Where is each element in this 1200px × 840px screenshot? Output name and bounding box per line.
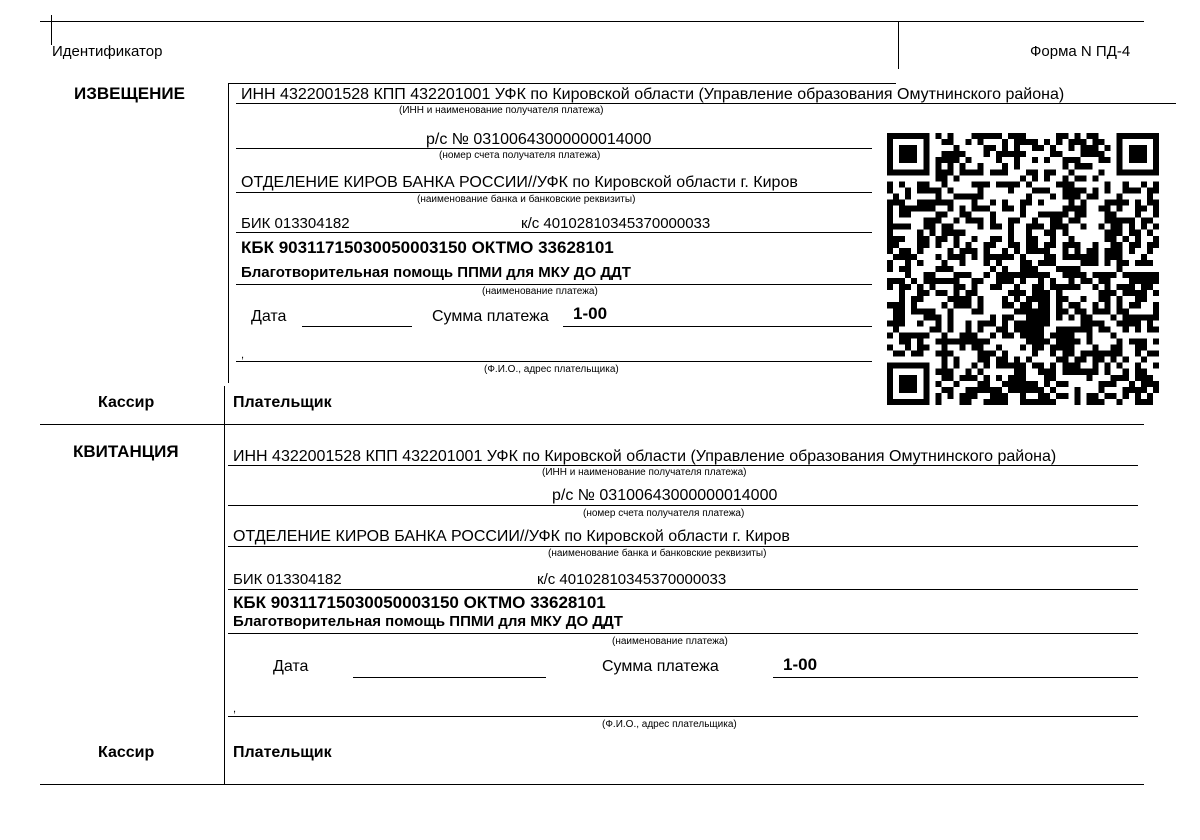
receipt-account-caption: (номер счета получателя платежа) xyxy=(583,508,745,519)
notice-bank: ОТДЕЛЕНИЕ КИРОВ БАНКА РОССИИ//УФК по Кировской области г. Киров xyxy=(241,174,798,191)
qr-code-icon xyxy=(887,131,1159,407)
receipt-recipient-line xyxy=(228,465,1138,466)
notice-amount-label: Сумма платежа xyxy=(432,308,549,325)
receipt-title: КВИТАНЦИЯ xyxy=(73,442,179,461)
receipt-bank: ОТДЕЛЕНИЕ КИРОВ БАНКА РОССИИ//УФК по Кировской области г. Киров xyxy=(233,528,790,545)
notice-payer-value: , xyxy=(241,349,245,361)
notice-date-field[interactable] xyxy=(302,326,412,327)
notice-purpose-line xyxy=(236,284,872,285)
notice-account-caption: (номер счета получателя платежа) xyxy=(439,150,601,161)
notice-payer-line[interactable] xyxy=(236,361,872,362)
notice-bank-line xyxy=(236,192,872,193)
receipt-payer-line[interactable] xyxy=(228,716,1138,717)
notice-amount-value: 1-00 xyxy=(573,304,608,323)
notice-recipient-line xyxy=(236,103,1176,104)
receipt-payer-value: , xyxy=(233,703,237,715)
notice-purpose-caption: (наименование платежа) xyxy=(482,286,598,297)
receipt-bank-line xyxy=(228,546,1138,547)
receipt-kbk: КБК 90311715030050003150 ОКТМО 33628101 xyxy=(233,593,606,612)
receipt-payer-label: Плательщик xyxy=(233,744,332,761)
receipt-payer-caption: (Ф.И.О., адрес плательщика) xyxy=(602,719,737,730)
receipt-account-line xyxy=(228,505,1138,506)
receipt-amount-label: Сумма платежа xyxy=(602,658,719,675)
header-divider xyxy=(898,21,899,69)
top-border xyxy=(40,21,1144,22)
receipt-purpose: Благотворительная помощь ППМИ для МКУ ДО ДДТ xyxy=(233,613,623,630)
notice-amount-line[interactable] xyxy=(563,326,872,327)
receipt-purpose-line xyxy=(228,633,1138,634)
bottom-border xyxy=(40,784,1144,785)
receipt-recipient-caption: (ИНН и наименование получателя платежа) xyxy=(542,467,747,478)
notice-account-line xyxy=(236,148,872,149)
form-label: Форма N ПД-4 xyxy=(1030,43,1131,60)
receipt-recipient: ИНН 4322001528 КПП 432201001 УФК по Кировской области (Управление образования Омутнинского района) xyxy=(233,448,1057,465)
notice-vertical-divider-lower xyxy=(224,386,225,424)
receipt-bank-caption: (наименование банка и банковские реквизиты) xyxy=(548,548,767,559)
header-bottom-line xyxy=(228,83,896,84)
notice-cashier-label: Кассир xyxy=(98,394,155,411)
receipt-bik-line xyxy=(228,589,1138,590)
notice-bank-caption: (наименование банка и банковские реквизиты) xyxy=(417,194,636,205)
receipt-purpose-caption: (наименование платежа) xyxy=(612,636,728,647)
notice-bik-line xyxy=(236,232,872,233)
receipt-bik: БИК 013304182 xyxy=(233,571,342,588)
receipt-vertical-divider xyxy=(224,424,225,784)
notice-bik: БИК 013304182 xyxy=(241,215,350,232)
notice-payer-caption: (Ф.И.О., адрес плательщика) xyxy=(484,364,619,375)
receipt-amount-value: 1-00 xyxy=(783,655,818,674)
receipt-account: р/с № 03100643000000014000 xyxy=(552,487,778,504)
notice-purpose: Благотворительная помощь ППМИ для МКУ ДО ДДТ xyxy=(241,264,631,281)
receipt-date-label: Дата xyxy=(273,658,309,675)
receipt-ks: к/с 40102810345370000033 xyxy=(537,571,727,588)
notice-ks: к/с 40102810345370000033 xyxy=(521,215,711,232)
section-separator xyxy=(40,424,1144,425)
receipt-cashier-label: Кассир xyxy=(98,744,155,761)
top-left-tick xyxy=(51,15,52,45)
notice-recipient: ИНН 4322001528 КПП 432201001 УФК по Кировской области (Управление образования Омутнинского района) xyxy=(241,86,1065,103)
notice-vertical-divider xyxy=(228,83,229,383)
notice-account: р/с № 03100643000000014000 xyxy=(426,131,652,148)
receipt-amount-line[interactable] xyxy=(773,677,1138,678)
notice-payer-label: Плательщик xyxy=(233,394,332,411)
notice-recipient-caption: (ИНН и наименование получателя платежа) xyxy=(399,105,604,116)
identifier-label: Идентификатор xyxy=(52,43,163,60)
notice-title: ИЗВЕЩЕНИЕ xyxy=(74,84,185,103)
receipt-date-field[interactable] xyxy=(353,677,546,678)
notice-kbk: КБК 90311715030050003150 ОКТМО 33628101 xyxy=(241,238,614,257)
notice-date-label: Дата xyxy=(251,308,287,325)
